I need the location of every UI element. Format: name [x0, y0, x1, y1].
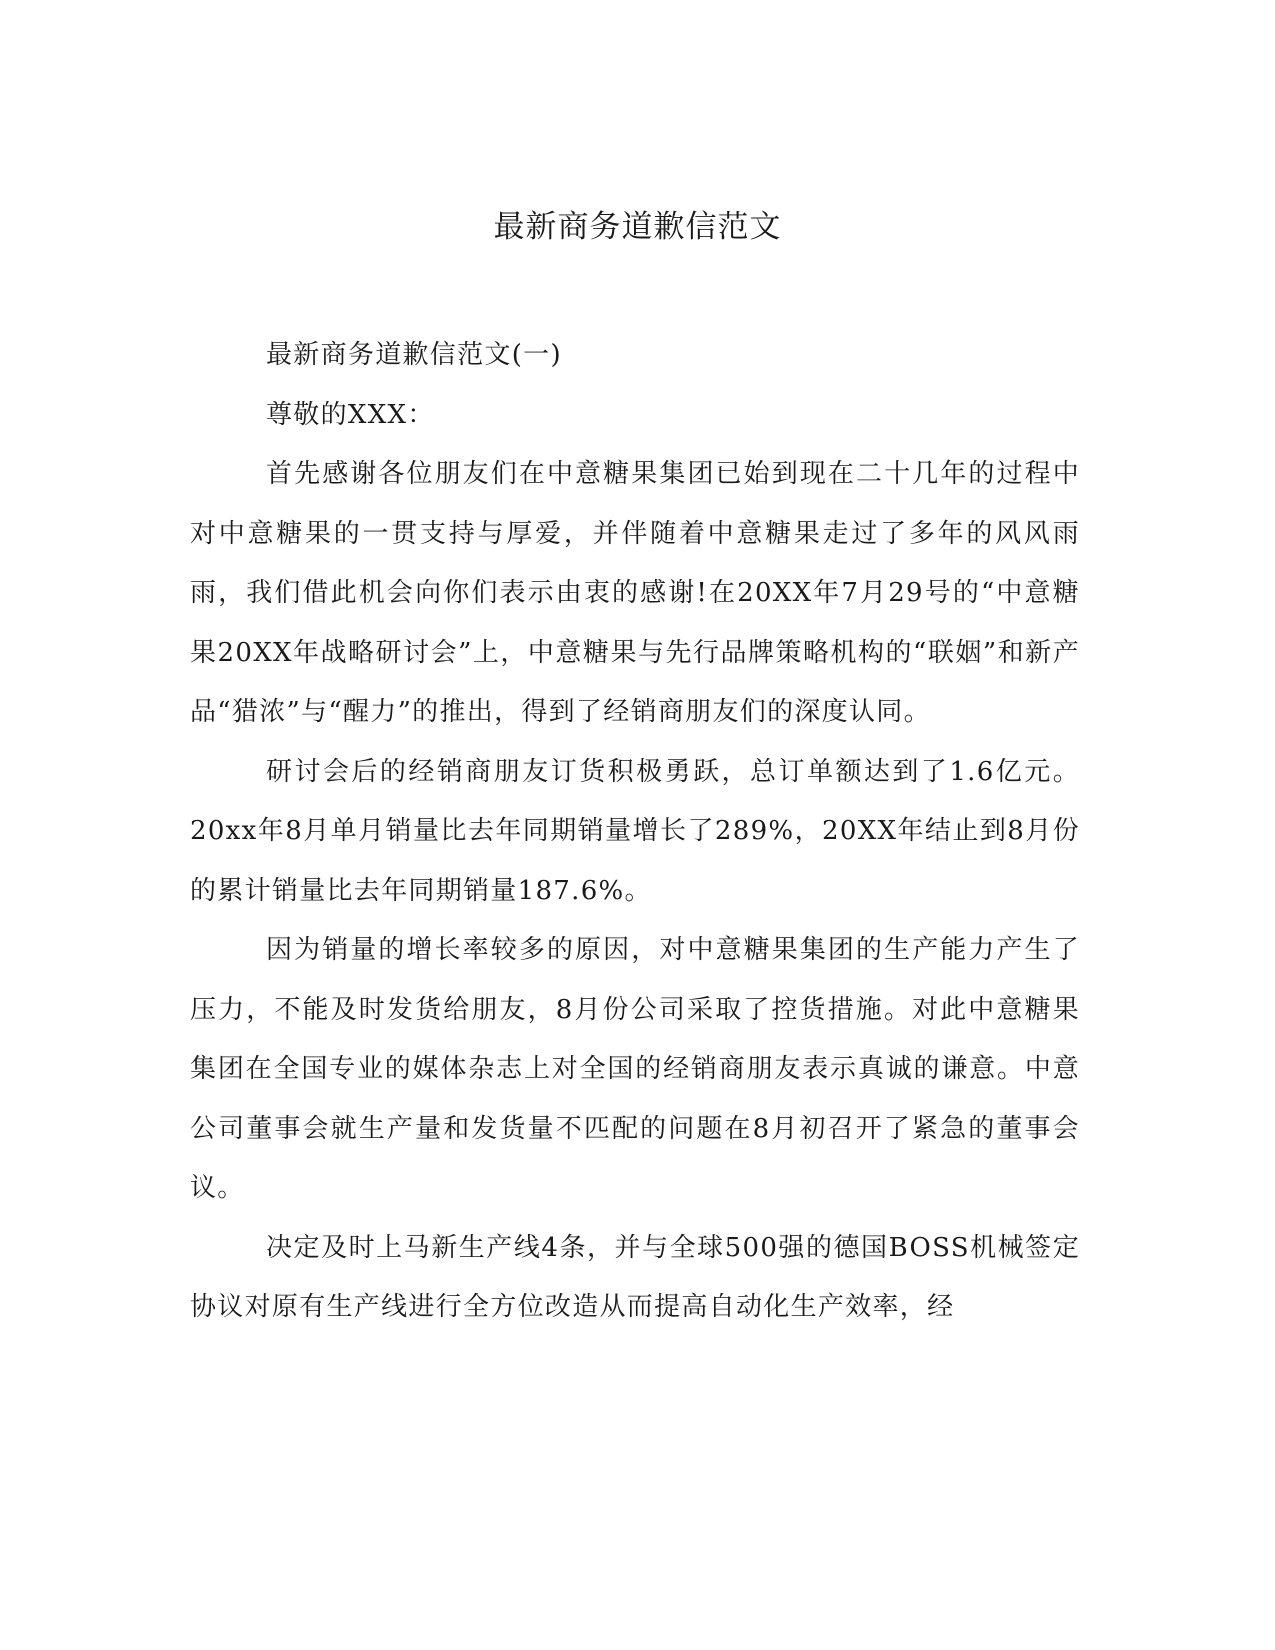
paragraph: 研讨会后的经销商朋友订货积极勇跃，总订单额达到了1.6亿元。20xx年8月单月销量比去年同期销量增长了289%，20XX年结止到8月份的累计销量比去年同期销量187.6%。 [190, 756, 1080, 906]
document-title: 最新商务道歉信范文 [493, 209, 782, 245]
paragraph-salutation: 尊敬的XXX： [266, 399, 435, 430]
paragraph-subtitle: 最新商务道歉信范文(一) [266, 340, 562, 370]
document-body [190, 326, 1080, 1338]
paragraph: 因为销量的增长率较多的原因，对中意糖果集团的生产能力产生了压力，不能及时发货给朋友，8月份公司采取了控货措施。对此中意糖果集团在全国专业的媒体杂志上对全国的经销商朋友表示真诚的谦意。中意公司董事会就生产量和发货量不匹配的问题在8月初召开了紧急的董事会议。 [190, 935, 1080, 1203]
paragraph: 决定及时上马新生产线4条，并与全球500强的德国BOSS机械签定协议对原有生产线进行全方位改造从而提高自动化生产效率，经 [190, 1232, 1080, 1322]
paragraph: 首先感谢各位朋友们在中意糖果集团已始到现在二十几年的过程中对中意糖果的一贯支持与厚爱，并伴随着中意糖果走过了多年的风风雨雨，我们借此机会向你们表示由衷的感谢!在20XX年7月29号的“中意糖果20XX年战略研讨会”上，中意糖果与先行品牌策略机构的“联姻”和新产品“猎浓”与“醒力”的推出，得到了经销商朋友们的深度认同。 [190, 459, 1080, 727]
